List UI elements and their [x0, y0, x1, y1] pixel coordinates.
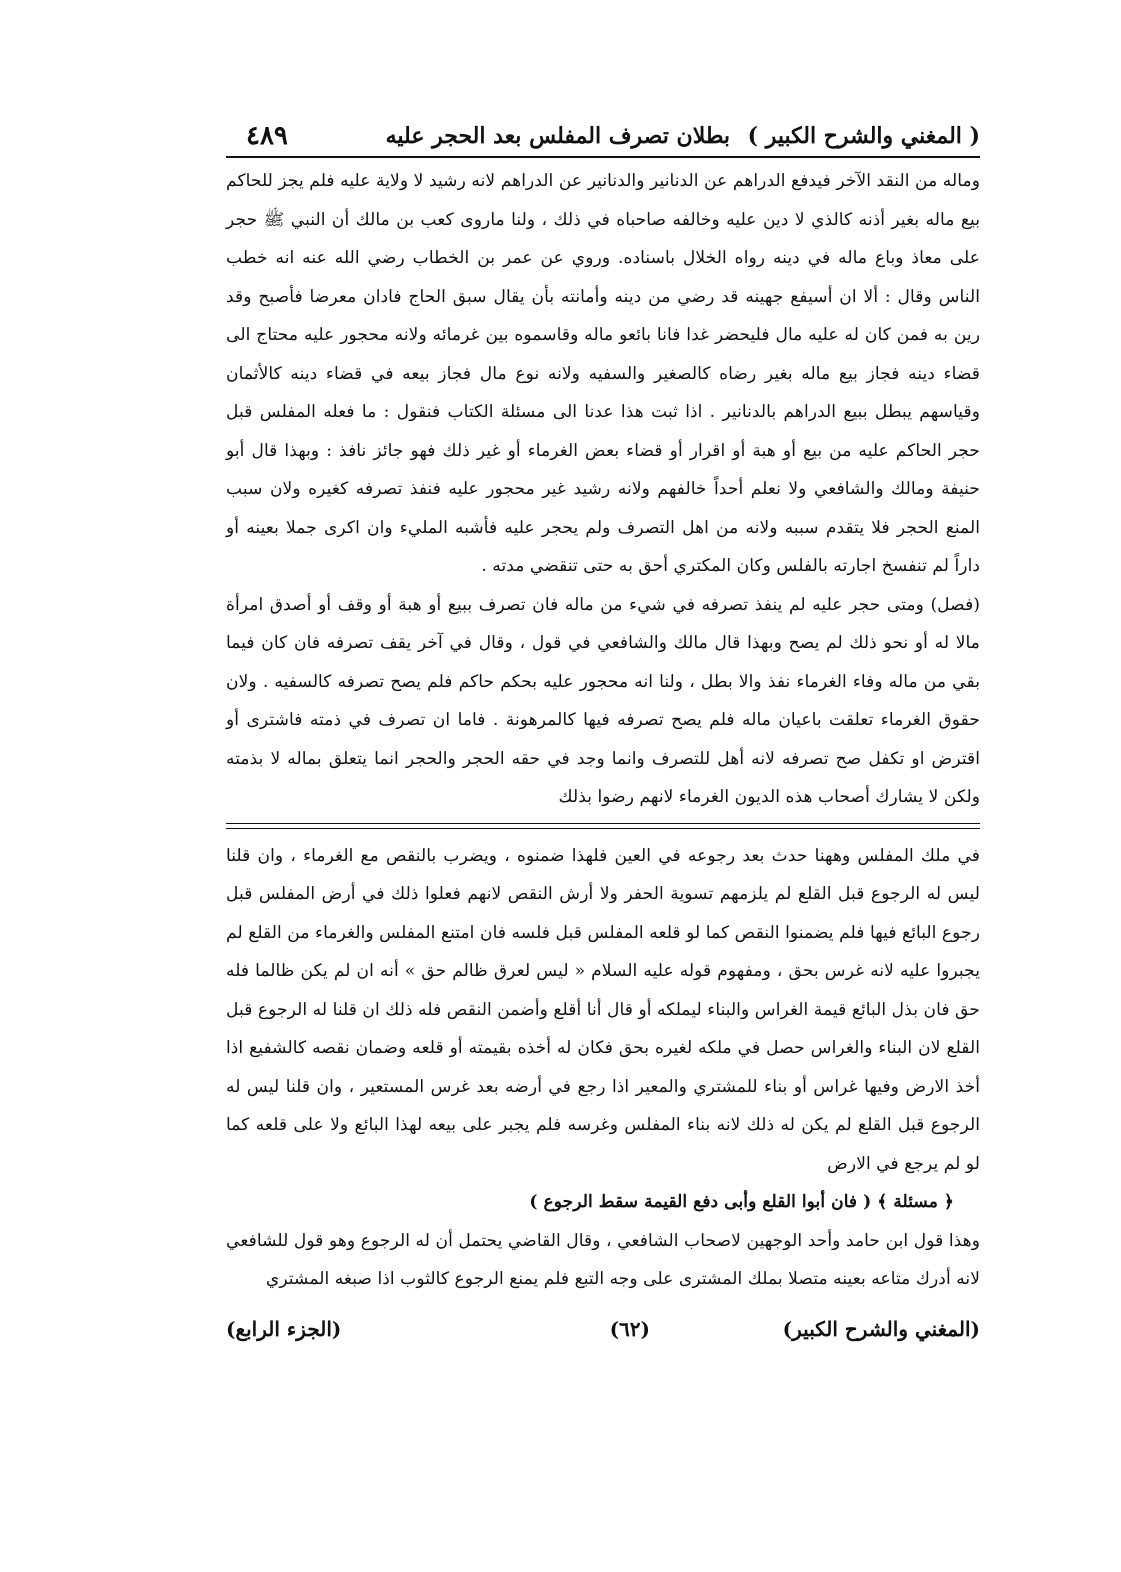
document-page — [226, 118, 980, 1488]
section-divider — [226, 823, 980, 829]
main-text — [226, 162, 980, 817]
page-number: ٤٨٩ — [246, 121, 288, 151]
running-book-title: ( المغني والشرح الكبير ) — [747, 123, 980, 149]
page-footer — [226, 1309, 980, 1349]
running-chapter-title: بطلان تصرف المفلس بعد الحجر عليه — [385, 123, 730, 149]
paragraph: (فصل) ومتى حجر عليه لم ينفذ تصرفه في شيء من ماله فان تصرف ببيع أو هبة أو وقف أو أصدق امرأة مالا له أو نحو ذلك لم يصح وبهذا قال مالك والشافعي في قول ، وقال في آخر يقف تصرفه فان كان فيما بقي من ماله وفاء الغرماء نفذ والا بطل ، ولنا انه محجور عليه بحكم حاكم فلم يصح تصرفه كالسفيه . ولان حقوق الغرماء تعلقت باعيان ماله فلم يصح تصرفه فيها كالمرهونة . فاما ان تصرف في ذمته فاشترى أو اقترض او تكفل صح تصرفه لانه أهل للتصرف وانما وجد في حقه الحجر والحجر انما يتعلق بماله لا بذمته ولكن لا يشارك أصحاب هذه الديون الغرماء لانهم رضوا بذلك — [226, 594, 980, 807]
footer-page-number: (٦٢) — [609, 1316, 650, 1341]
issue-heading: ﴿ مسئلة ﴾ ( فان أبوا القلع وأبى دفع القيمة سقط الرجوع ) — [529, 1192, 954, 1212]
footer-book-title: (المغني والشرح الكبير) — [782, 1316, 980, 1341]
paragraph: في ملك المفلس وههنا حدث بعد رجوعه في العين فلهذا ضمنوه ، ويضرب بالنقص مع الغرماء ، وان قلنا ليس له الرجوع قبل القلع لم يلزمهم تسوية الحفر ولا أرش النقص لانهم فعلوا ذلك في أرض المفلس قبل رجوع البائع فيها فلم يضمنوا النقص كما لو قلعه المفلس قبل فلسه فان امتنع المفلس والغرماء من القلع لم يجبروا عليه لانه غرس بحق ، ومفهوم قوله عليه السلام « ليس لعرق ظالم حق » أنه ان لم يكن ظالما فله حق فان بذل البائع قيمة الغراس والبناء ليملكه أو قال أنا أقلع وأضمن النقص فله ذلك ان قلنا له الرجوع قبل القلع لان البناء والغراس حصل في ملكه لغيره بحق فكان له أخذه بقيمته أو قلعه وضمان نقصه كالشفيع اذا أخذ الارض وفيها غراس أو بناء للمشتري والمعير اذا رجع في أرضه بعد غرس المستعير ، وان قلنا ليس له الرجوع قبل القلع لم يكن له ذلك لانه بناء المفلس وغرسه فلم يجبر على بيعه لهذا البائع ولا على قلعه كما لو لم يرجع في الارض — [226, 845, 980, 1174]
paragraph: وهذا قول ابن حامد وأحد الوجهين لاصحاب الشافعي ، وقال القاضي يحتمل أن له الرجوع وهو قول للشافعي لانه أدرك متاعه بعينه متصلا بملك المشترى على وجه التبع فلم يمنع الرجوع كالثوب اذا صبغه المشتري — [226, 1230, 980, 1289]
paragraph: وماله من النقد الآخر فيدفع الدراهم عن الدنانير والدنانير عن الدراهم لانه رشيد لا ولاية عليه فلم يجز للحاكم بيع ماله بغير أذنه كالذي لا دين عليه وخالفه صاحباه في ذلك ، ولنا ماروى كعب بن مالك أن النبي ﷺ حجر على معاذ وباع ماله في دينه رواه الخلال باسناده. وروي عن عمر بن الخطاب رضي الله عنه انه خطب الناس وقال : ألا ان أسيفع جهينه قد رضي من دينه وأمانته بأن يقال سبق الحاج فادان معرضا فأصبح وقد رين به فمن كان له عليه مال فليحضر غدا فانا بائعو ماله وقاسموه بين غرمائه ولانه محجور عليه محتاج الى قضاء دينه فجاز بيع ماله بغير رضاه كالصغير والسفيه ولانه نوع مال فجاز بيعه في قضاء دينه كالأثمان وقياسهم يبطل ببيع الدراهم بالدنانير . اذا ثبت هذا عدنا الى مسئلة الكتاب فنقول : ما فعله المفلس قبل حجر الحاكم عليه من بيع أو هبة أو اقرار أو قضاء بعض الغرماء أو غير ذلك فهو جائز نافذ : وبهذا قال أبو حنيفة ومالك والشافعي ولا نعلم أحداً خالفهم ولانه رشيد غير محجور عليه فنفذ تصرفه كغيره ولان سبب المنع الحجر فلا يتقدم سببه ولانه من اهل التصرف ولم يحجر عليه فأشبه المليء وان اكرى جملا بعينه أو داراً لم تنفسخ اجارته بالفلس وكان المكتري أحق به حتى تنقضي مدته . — [226, 171, 980, 576]
footer-volume: (الجزء الرابع) — [226, 1316, 342, 1341]
header-rule — [226, 156, 980, 158]
page-header — [226, 118, 980, 154]
commentary-text — [226, 837, 980, 1299]
